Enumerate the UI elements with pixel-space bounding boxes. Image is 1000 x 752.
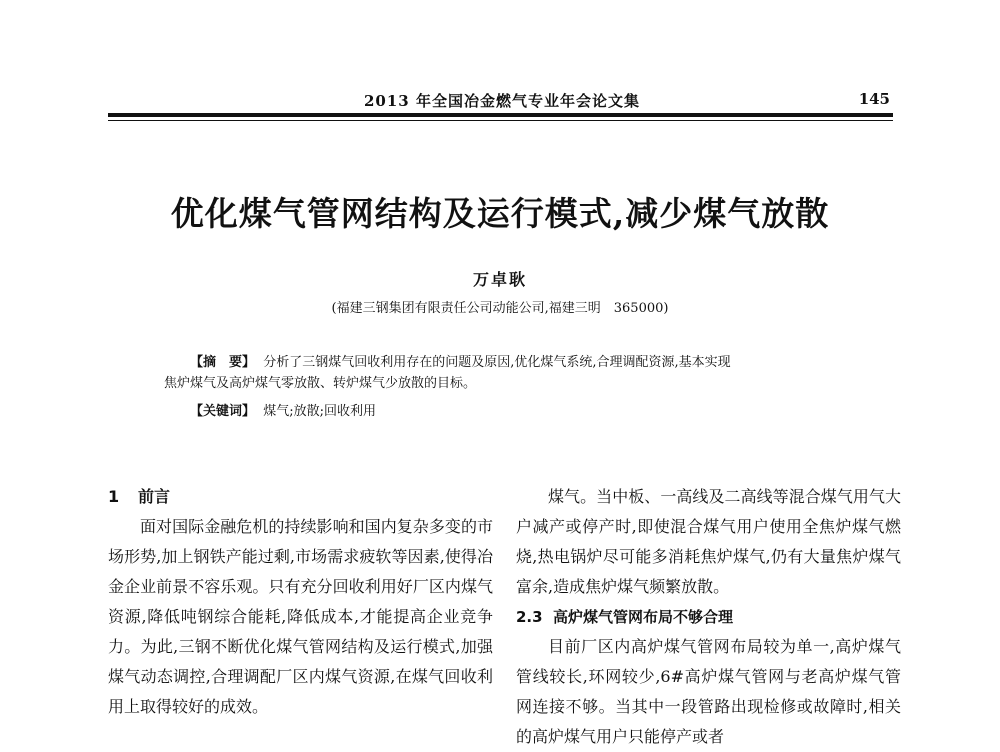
abstract-line-2: 焦炉煤气及高炉煤气零放散、转炉煤气少放散的目标。 (164, 376, 477, 391)
subsection-2-3-title: 高炉煤气管网布局不够合理 (553, 608, 734, 626)
keywords-block (190, 400, 376, 419)
subsection-2-3-number: 2.3 (516, 608, 543, 626)
section-1-number: 1 (108, 487, 120, 506)
abstract-text-1: 分析了三钢煤气回收利用存在的问题及原因,优化煤气系统,合理调配资源,基本实现 (263, 355, 731, 370)
section-1-title: 前言 (138, 487, 171, 506)
right-column (516, 482, 901, 752)
abstract-label: 【摘 要】 (190, 355, 256, 370)
subsection-2-3-paragraph: 目前厂区内高炉煤气管网布局较为单一,高炉煤气管线较长,环网较少,6#高炉煤气管网与老高炉煤气管网连接不够。当其中一段管路出现检修或故障时,相关的高炉煤气用户只能停产或者 (516, 637, 901, 746)
keywords-label: 【关键词】 (190, 404, 256, 419)
header-rule-thin (108, 120, 893, 121)
author-affiliation: (福建三钢集团有限责任公司动能公司,福建三明 365000) (331, 301, 669, 316)
abstract-line-1 (164, 352, 844, 373)
header-rule-thick (108, 113, 893, 117)
left-column (108, 482, 493, 722)
running-header-title: 2013 年全国冶金燃气专业年会论文集 (364, 92, 640, 110)
continuation-paragraph: 煤气。当中板、一高线及二高线等混合煤气用气大户减产或停产时,即使混合煤气用户使用全焦炉煤气燃烧,热电锅炉尽可能多消耗焦炉煤气,仍有大量焦炉煤气富余,造成焦炉煤气频繁放散。 (516, 487, 901, 596)
page-number: 145 (858, 90, 890, 108)
section-1-heading (108, 482, 493, 512)
section-1-paragraph: 面对国际金融危机的持续影响和国内复杂多变的市场形势,加上钢铁产能过剩,市场需求疲软等因素,使得冶金企业前景不容乐观。只有充分回收利用好厂区内煤气资源,降低吨钢综合能耗,降低成本,才能提高企业竞争力。为此,三钢不断优化煤气管网结构及运行模式,加强煤气动态调控,合理调配厂区内煤气资源,在煤气回收利用上取得较好的成效。 (108, 517, 493, 716)
keywords-text: 煤气;放散;回收利用 (263, 404, 377, 419)
subsection-2-3-heading (516, 602, 901, 632)
abstract-block (164, 352, 844, 394)
paper-title: 优化煤气管网结构及运行模式,减少煤气放散 (170, 194, 830, 233)
author-name: 万卓耿 (472, 270, 527, 289)
